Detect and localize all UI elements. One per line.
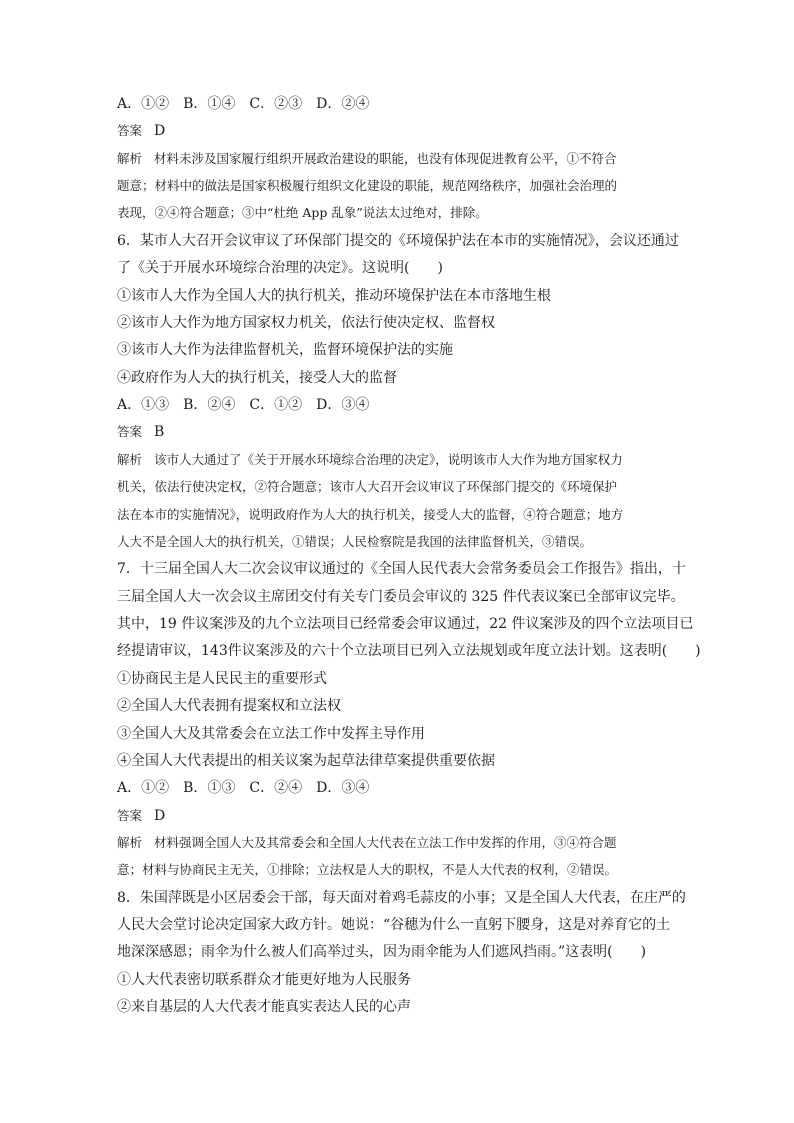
analysis-line: 机关，依法行使决定权，②符合题意；该市人大召开会议审议了环保部门提交的《环境保护 (117, 479, 618, 494)
analysis-label: 解析 (117, 835, 143, 850)
analysis-line: 意；材料与协商民主无关，①排除；立法权是人大的职权，不是人大代表的权利，②错误。 (117, 862, 618, 877)
answer-label: 答案 (117, 808, 143, 823)
choice-item: ①人大代表密切联系群众才能更好地为人民服务 (117, 972, 411, 988)
answer-value: B (154, 424, 165, 440)
answer-line (117, 806, 165, 826)
answer-value: D (154, 123, 166, 139)
question-stem: 7．十三届全国人大二次会议审议通过的《全国人民代表大会常务委员会工作报告》指出，十 (117, 561, 686, 577)
answer-line (117, 422, 164, 442)
choice-item: ①协商民主是人民民主的重要形式 (117, 671, 327, 687)
choice-item: ②来自基层的人大代表才能真实表达人民的心声 (117, 999, 411, 1015)
choice-item: ①该市人大作为全国人大的执行机关，推动环境保护法在本市落地生根 (117, 288, 551, 304)
analysis-line: 解析 该市人大通过了《关于开展水环境综合治理的决定》，说明该市人大作为地方国家权力 (117, 452, 623, 467)
analysis-line: 解析 材料未涉及国家履行组织开展政治建设的职能，也没有体现促进教育公平，①不符合 (117, 151, 617, 166)
analysis-line: 人大不是全国人大的执行机关，①错误；人民检察院是我国的法律监督机关，③错误。 (117, 534, 593, 549)
analysis-line: 法在本市的实施情况》，说明政府作为人大的执行机关，接受人大的监督，④符合题意；地方 (117, 507, 624, 522)
question-stem: 经提请审议，143件议案涉及的六十个立法项目已列入立法规划或年度立法计划。这表明( ) (117, 643, 701, 659)
question-stem: 三届全国人大一次会议主席团交付有关专门委员会审议的 325 件代表议案已全部审议完毕。 (117, 589, 685, 605)
options-line: A．①③ B．②④ C．①② D．③④ (117, 397, 370, 413)
choice-item: ③全国人大及其常委会在立法工作中发挥主导作用 (117, 726, 425, 742)
analysis-line: 解析 材料强调全国人大及其常委会和全国人大代表在立法工作中发挥的作用，③④符合题 (117, 835, 617, 850)
choice-item: ③该市人大作为法律监督机关，监督环境保护法的实施 (117, 342, 453, 358)
question-stem: 了《关于开展水环境综合治理的决定》。这说明( ) (117, 260, 443, 276)
analysis-label: 解析 (117, 151, 143, 166)
options-line: A．①② B．①③ C．②④ D．③④ (117, 780, 370, 796)
choice-item: ②全国人大代表拥有提案权和立法权 (117, 698, 341, 714)
choice-item: ④政府作为人大的执行机关，接受人大的监督 (117, 370, 397, 386)
question-stem: 人民大会堂讨论决定国家大政方针。她说：“谷穗为什么一直躬下腰身，这是对养育它的土 (117, 917, 671, 933)
question-stem: 8．朱国萍既是小区居委会干部，每天面对着鸡毛蒜皮的小事；又是全国人大代表，在庄严的 (117, 890, 686, 906)
question-stem: 6．某市人大召开会议审议了环保部门提交的《环境保护法在本市的实施情况》，会议还通过 (117, 233, 679, 249)
answer-label: 答案 (117, 424, 143, 439)
choice-item: ②该市人大作为地方国家权力机关，依法行使决定权、监督权 (117, 315, 495, 331)
question-stem: 其中，19 件议案涉及的九个立法项目已经常委会审议通过，22 件议案涉及的四个立法项目已 (117, 616, 694, 632)
choice-item: ④全国人大代表提出的相关议案为起草法律草案提供重要依据 (117, 753, 495, 769)
answer-value: D (154, 808, 166, 824)
analysis-line: 表现，②④符合题意；③中“杜绝 App 乱象”说法太过绝对，排除。 (117, 205, 488, 220)
answer-line (117, 121, 165, 141)
answer-label: 答案 (117, 123, 143, 138)
question-stem: 地深深感恩；雨伞为什么被人们高举过头，因为雨伞能为人们遮风挡雨。”这表明( ) (117, 944, 647, 960)
analysis-line: 题意；材料中的做法是国家积极履行组织文化建设的职能，规范网络秩序，加强社会治理的 (117, 178, 618, 193)
options-line: A．①② B．①④ C．②③ D．②④ (117, 96, 370, 112)
analysis-label: 解析 (117, 452, 143, 467)
